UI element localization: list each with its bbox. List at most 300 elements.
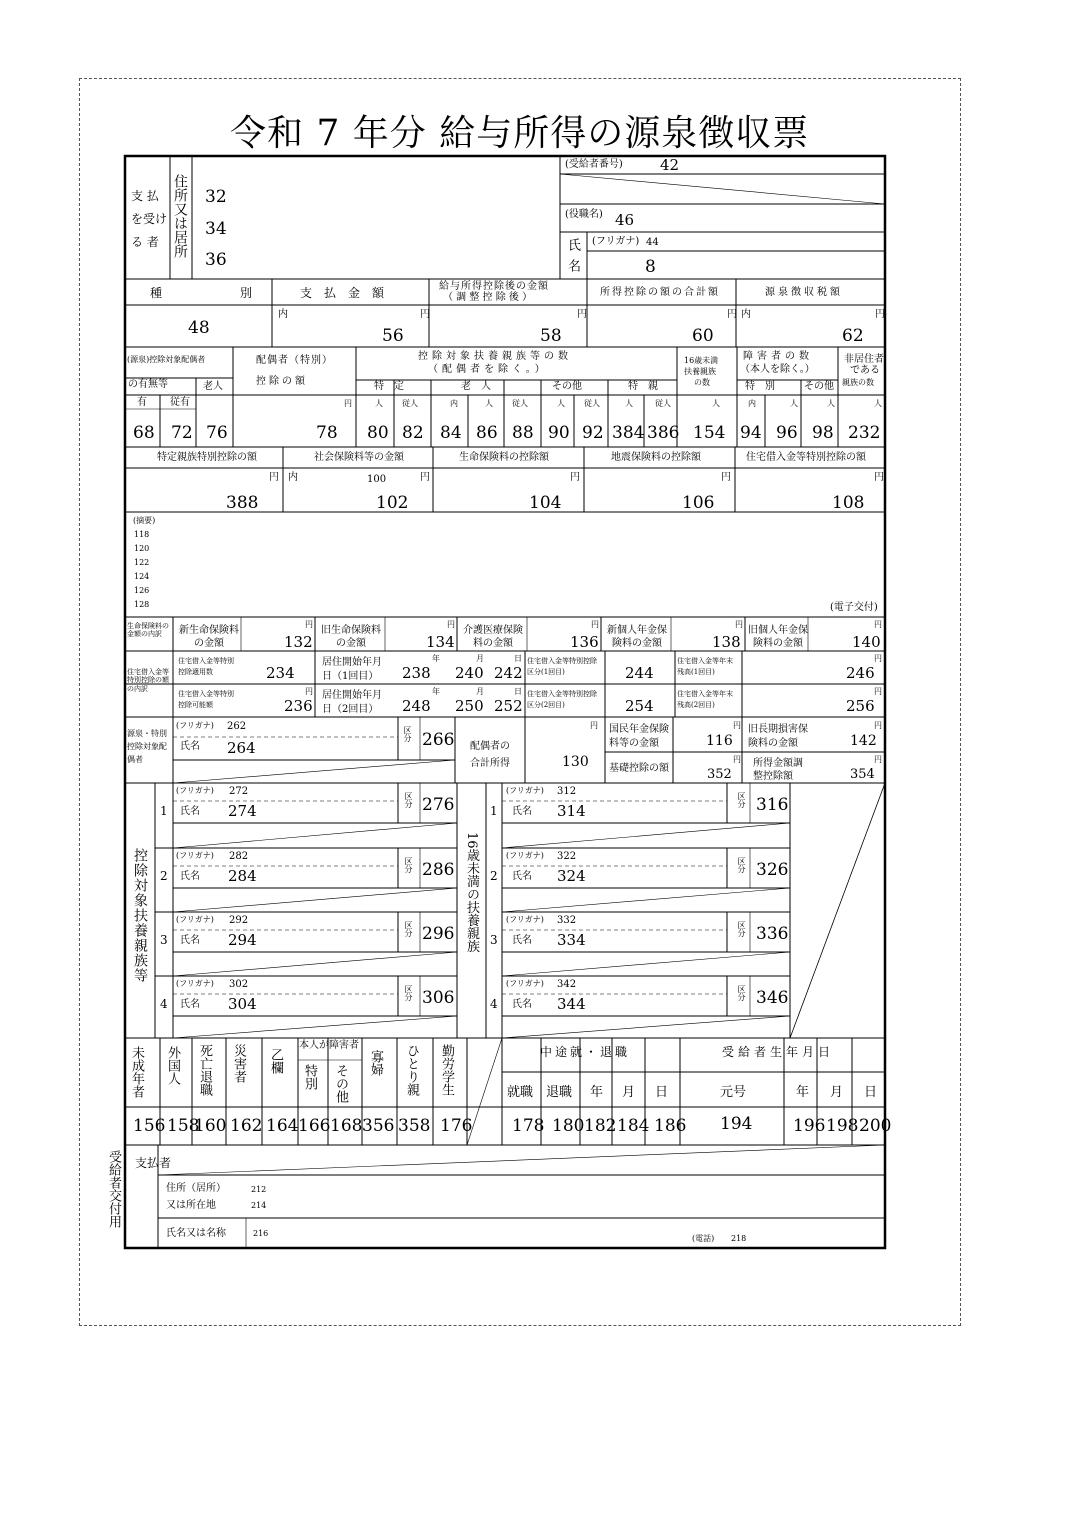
housing-y2: 248 [402,697,431,715]
ins-yen-5: 円 [874,472,884,483]
housing-balance2-label: 住宅借入金等年末残高(2回目) [677,690,733,709]
status-label-5: 乙欄 [268,1048,283,1074]
birth-col-4: 日 [864,1085,878,1100]
under16-furigana-label: (フリガナ) [506,979,544,988]
summary-header-total: 所得控除の額の合計額 [600,287,720,298]
ins-header-2: 社会保険料等の金額 [314,452,404,463]
housing-class2: 254 [625,697,654,715]
dependent-kubun-label: 区分 [404,857,413,873]
under16-kubun-label: 区分 [737,792,746,808]
midyear-col-2: 退職 [546,1085,573,1100]
housing-class1-label: 住宅借入金等特別控除区分(1回目) [527,657,597,676]
dependent-no: 4 [160,997,168,1011]
midyear-value-1: 178 [512,1116,545,1136]
housing-applicable-label: 住宅借入金等特別控除適用数 [178,657,234,676]
payment-uchi: 内 [278,309,288,320]
status-label-4: 災害者 [231,1044,246,1083]
under16-no: 3 [490,933,498,947]
under16-kubun-label: 区分 [737,985,746,1001]
payer-phone-label: (電話) [692,1234,715,1243]
life-label-3: 介護医療保険料の金額 [463,625,523,649]
tokutei-juu-value: 82 [402,423,424,443]
dependent-name: 284 [228,867,257,885]
dependent-no: 3 [160,933,168,947]
status-value-9: 358 [398,1116,431,1136]
status-value-5: 164 [266,1116,299,1136]
ins-header-3: 生命保険料の控除額 [459,452,549,463]
spouse-juu-value: 72 [171,423,193,443]
address-line-1: 32 [205,187,227,207]
tokutoku-juunin: 従人 [655,399,671,408]
housing-start2-label: 居住開始年月日（2回目） [322,690,382,715]
ins-value-2: 102 [376,493,409,513]
grid-line [502,888,790,912]
status-value-2: 158 [167,1116,200,1136]
rojin-value: 86 [476,423,498,443]
rojin-juu-value: 88 [512,423,534,443]
dependent-kubun: 286 [422,860,455,880]
spouse-kubun-label: 区分 [403,726,412,742]
juu-ari-label: 従有 [170,397,190,408]
disabled-nin: 人 [790,399,798,408]
grid-line [158,1145,885,1175]
under16-label-1: 16歳未満 [684,356,719,365]
ari-label: 有 [137,397,147,408]
payee-label-3: る 者 [131,235,159,249]
payer-name: 216 [253,1229,269,1238]
remarks-line-4: 124 [134,572,150,581]
ins-value-3: 104 [529,493,562,513]
housing-possible-label: 住宅借入金等特別控除可能額 [178,690,234,709]
dependent-furigana: 272 [229,786,249,797]
housing-m1: 240 [455,664,484,682]
dependent-furigana-label: (フリガナ) [176,915,214,924]
under16-value: 154 [693,423,726,443]
under16-furigana-label: (フリガナ) [506,851,544,860]
housing-tsuki-2: 月 [476,687,484,696]
spouse-name: 264 [227,739,256,757]
status-value-4: 162 [230,1116,263,1136]
tokutoku-label: 特 親 [628,381,658,392]
housing-d2: 252 [494,697,523,715]
life-yen-5: 円 [874,620,882,629]
payer-address-label-1: 住所（居所） [166,1183,226,1194]
dependent-name: 294 [228,931,257,949]
withholding-tax-value: 62 [842,326,864,346]
housing-start1-label: 居住開始年月日（1回目） [322,657,382,682]
payee-label-2: を受け [131,212,168,226]
life-label-1: 新生命保険料の金額 [179,625,239,649]
status-value-1: 156 [133,1116,166,1136]
remarks-line-2: 120 [134,544,150,553]
spouse-label-2: の有無等 [128,379,168,390]
address-label: 住所又は居所 [172,174,188,258]
adjust-yen: 円 [874,755,882,764]
payee-label-1: 支 払 [131,189,159,203]
under16-name: 314 [557,802,586,820]
old-long-yen: 円 [874,721,882,730]
housing-m2: 250 [455,697,484,715]
spouse-row-label: 源泉・特別控除対象配偶者 [127,729,167,764]
basic-value: 352 [707,767,732,782]
dependent-furigana: 282 [229,851,249,862]
dependent-furigana: 292 [229,915,249,926]
birth-label: 受給者生年月日 [722,1045,835,1059]
housing-applicable: 234 [266,664,295,682]
payment-value: 56 [382,326,404,346]
under16-furigana: 312 [557,786,577,797]
dependent-no: 1 [160,804,168,818]
total-deduction-value: 60 [692,326,714,346]
grid-line [502,952,790,976]
dependent-furigana: 302 [229,979,249,990]
ins-yen-4: 円 [721,472,731,483]
tax-uchi: 内 [741,309,751,320]
under16-no: 4 [490,997,498,1011]
under16-no: 2 [490,869,498,883]
under16-furigana: 342 [557,979,577,990]
life-value-1: 132 [284,633,313,651]
payer-phone: 218 [731,1234,747,1243]
status-label-10: 勤労学生 [439,1044,454,1096]
remarks-label: (摘要) [133,516,156,525]
after-yen: 円 [577,309,587,320]
summary-header-tax: 源泉徴収税額 [765,287,843,298]
under16-kubun-label: 区分 [737,921,746,937]
birth-col-1: 元号 [720,1085,747,1100]
life-label-4: 新個人年金保険料の金額 [607,625,667,649]
under16-furigana: 332 [557,915,577,926]
life-value-3: 136 [570,633,599,651]
dependent-name-label: 氏名 [180,999,200,1010]
midyear-col-3: 年 [590,1085,604,1100]
tokutei-value: 80 [367,423,389,443]
housing-yen-2: 円 [874,687,882,696]
housing-balance2: 256 [846,697,875,715]
tokutoku-value: 384 [612,423,645,443]
life-value-4: 138 [712,633,741,651]
position-value: 46 [615,211,635,229]
under16-name-label: 氏名 [512,806,532,817]
dep-count-label-2: （配偶者を除く。） [428,364,549,375]
dep-count-label-1: 控除対象扶養親族等の数 [418,351,572,362]
spouse-ded-label-1: 配偶者（特別） [256,355,333,366]
sonota-nin: 人 [557,399,565,408]
status-value-6: 166 [298,1116,331,1136]
dependent-kubun: 296 [422,924,455,944]
ins-yen-1: 円 [269,472,279,483]
adjust-value: 354 [850,767,875,782]
rojin-uchi-value: 84 [440,423,462,443]
spouse-furigana-label: (フリガナ) [176,721,214,730]
midyear-value-3: 182 [584,1116,617,1136]
status-value-8: 356 [362,1116,395,1136]
housing-hi-1: 日 [514,654,522,663]
payment-yen: 円 [420,309,430,320]
tokutei-label: 特 定 [374,381,404,392]
disabled-label-1: 障害者の数 [743,351,813,362]
life-value-2: 134 [426,633,455,651]
spouse-income: 130 [562,754,589,770]
total-yen: 円 [727,309,737,320]
spouse-ded-yen: 円 [344,399,352,408]
life-yen-2: 円 [447,620,455,629]
spouse-income-label: 配偶者の合計所得 [470,741,510,769]
grid-line [173,952,457,976]
status-label-6: 特別 [302,1064,317,1090]
address-line-2: 34 [205,219,227,239]
under16-kubun: 326 [756,860,789,880]
spouse-ded-label-2: 控除の額 [256,376,308,387]
ins-header-5: 住宅借入金等特別控除の額 [746,452,866,463]
dependent-furigana-label: (フリガナ) [176,786,214,795]
status-value-10: 176 [440,1116,473,1136]
ins-value-4: 106 [682,493,715,513]
housing-nen-1: 年 [432,654,440,663]
under16-kubun: 316 [756,795,789,815]
tokutei-juunin: 従人 [402,399,418,408]
basic-yen: 円 [733,755,741,764]
ins-header-4: 地震保険料の控除額 [611,452,701,463]
under16-furigana-label: (フリガナ) [506,786,544,795]
ins-value-5: 108 [832,493,865,513]
housing-balance1: 246 [846,664,875,682]
spouse-label-1: (源泉)控除対象配偶者 [127,355,206,364]
life-yen-3: 円 [591,620,599,629]
disabled-other-nin: 人 [827,399,835,408]
position-label: (役職名) [565,209,603,220]
midyear-col-5: 日 [655,1085,669,1100]
dependent-kubun-label: 区分 [404,985,413,1001]
midyear-value-2: 180 [552,1116,585,1136]
remarks-line-1: 118 [134,530,150,539]
grid-line [173,888,457,912]
status-label-3: 死亡退職 [197,1044,212,1096]
pension-yen: 円 [733,721,741,730]
disabled-other-label: その他 [804,381,834,392]
under16-nin: 人 [712,399,720,408]
furigana-label: (フリガナ) [592,236,640,247]
housing-nen-2: 年 [432,687,440,696]
status-label-8: 寡婦 [368,1050,383,1076]
spouse-income-yen: 円 [590,721,598,730]
social-uchi-value: 100 [367,474,387,485]
adjust-label: 所得金額調整控除額 [753,758,803,782]
under16-label-3: の数 [694,378,710,387]
nonres-label-3: 親族の数 [842,378,874,387]
disabled-uchi-value: 94 [740,423,762,443]
grid-line [173,1016,457,1038]
sonota-juunin: 従人 [584,399,600,408]
sonota-juu-value: 92 [582,423,604,443]
grid-line [502,1016,790,1038]
spouse-has-value: 68 [133,423,155,443]
dependent-kubun: 306 [422,988,455,1008]
midyear-label: 中途就・退職 [540,1045,631,1059]
spouse-deduction-value: 78 [316,423,338,443]
under16-label-2: 扶養親族 [684,367,716,376]
life-yen-1: 円 [305,620,313,629]
under16-list-label: 16歳未満の扶養親族 [464,832,479,953]
nonresident-value: 232 [848,423,881,443]
nonres-label-2: である [850,365,880,376]
under16-name: 334 [557,931,586,949]
midyear-col-1: 就職 [507,1085,534,1100]
pension-value: 116 [706,733,733,749]
spouse-kubun: 266 [422,730,455,750]
rojin-nin: 人 [485,399,493,408]
dependents-list-label: 控除対象扶養親族等 [132,848,148,983]
housing-class1: 244 [625,664,654,682]
payer-address-label-2: 又は所在地 [166,1200,216,1211]
midyear-col-4: 月 [622,1085,636,1100]
pension-label: 国民年金保険料等の金額 [609,724,669,749]
remarks-line-3: 122 [134,558,150,567]
name-label: 氏名 [565,238,580,280]
nonres-label-1: 非居住者 [844,354,884,365]
kind-value: 48 [188,318,210,338]
tokutei-nin: 人 [375,399,383,408]
status-value-7: 168 [330,1116,363,1136]
recipient-no: 42 [660,156,680,174]
tokutoku-nin: 人 [625,399,633,408]
under16-kubun: 336 [756,924,789,944]
under16-furigana: 322 [557,851,577,862]
status-label-9: ひとり親 [404,1044,419,1096]
birth-value-4: 200 [859,1116,892,1136]
rojin-uchi: 内 [450,399,458,408]
midyear-value-4: 184 [617,1116,650,1136]
dependent-name-label: 氏名 [180,935,200,946]
status-label-7: その他 [333,1064,348,1103]
disabled-other-value: 98 [812,423,834,443]
grid-line [173,823,457,848]
dependent-name-label: 氏名 [180,806,200,817]
housing-row-label: 住宅借入金等特別控除の額の内訳 [127,668,169,693]
ins-uchi-2: 内 [288,472,298,483]
payer-address-1: 212 [251,1185,267,1194]
dependent-furigana-label: (フリガナ) [176,851,214,860]
dependent-furigana-label: (フリガナ) [176,979,214,988]
basic-label: 基礎控除の額 [609,763,669,774]
disabled-special-label: 特 別 [745,381,775,392]
summary-header-after1: 給与所得控除後の金額 [439,281,549,292]
housing-hi-2: 日 [514,687,522,696]
tokutoku-juu-value: 386 [647,423,680,443]
summary-header-kind: 種 別 [150,286,259,300]
remarks-line-6: 128 [134,600,150,609]
dependent-name: 274 [228,802,257,820]
payer-name-label: 氏名又は名称 [166,1228,226,1239]
housing-yen-possible: 円 [305,687,313,696]
disabled-special-value: 96 [776,423,798,443]
recipient-no-label: (受給者番号) [565,159,623,170]
rojin-juunin: 従人 [512,399,528,408]
housing-d1: 242 [494,664,523,682]
birth-value-3: 198 [826,1116,859,1136]
housing-class2-label: 住宅借入金等特別控除区分(2回目) [527,690,597,709]
ins-value-1: 388 [226,493,259,513]
rojin-label: 老 人 [461,381,491,392]
dependent-kubun: 276 [422,795,455,815]
housing-tsuki-1: 月 [476,654,484,663]
life-yen-4: 円 [735,620,743,629]
tax-yen: 円 [875,309,885,320]
address-line-3: 36 [205,250,227,270]
nonres-nin: 人 [874,399,882,408]
status-label-1: 未成年者 [129,1046,144,1098]
under16-kubun: 346 [756,988,789,1008]
status-value-3: 160 [194,1116,227,1136]
under16-name: 344 [557,995,586,1013]
summary-header-payment: 支 払 金 額 [300,286,385,300]
life-value-5: 140 [852,633,881,651]
summary-header-after2: （ 調 整 控 除 後 ） [443,292,533,303]
remarks-line-5: 126 [134,586,150,595]
sonota-label: その他 [552,381,582,392]
disabled-label-2: （本人を除く。） [740,364,815,375]
dependent-kubun-label: 区分 [404,792,413,808]
under16-name: 324 [557,867,586,885]
dependent-kubun-label: 区分 [404,921,413,937]
under16-furigana-label: (フリガナ) [506,915,544,924]
recipient-name: 8 [645,257,656,277]
housing-possible: 236 [284,697,313,715]
status-label-2: 外国人 [165,1046,180,1085]
ins-yen-3: 円 [570,472,580,483]
page-title: 令和 7 年分 給与所得の源泉徴収票 [230,113,810,154]
life-ins-row-label: 生命保険料の金額の内訳 [127,622,169,639]
after-deduction-value: 58 [540,326,562,346]
recipient-copy-label: 受給者交付用 [106,1150,121,1228]
birth-col-2: 年 [796,1085,810,1100]
sonota-value: 90 [548,423,570,443]
old-long-label: 旧長期損害保険料の金額 [748,724,808,749]
disabled-self-label: 本人が障害者 [299,1040,359,1051]
life-label-2: 旧生命保険料の金額 [321,625,381,649]
furigana-value: 44 [646,237,659,248]
life-label-5: 旧個人年金保険料の金額 [748,625,808,649]
dependent-name: 304 [228,995,257,1013]
old-long-value: 142 [850,733,877,749]
birth-value-2: 196 [793,1116,826,1136]
elderly-label: 老人 [203,381,223,392]
spouse-name-label: 氏名 [180,741,200,752]
midyear-value-5: 186 [654,1116,687,1136]
dependent-no: 2 [160,869,168,883]
grid-line [502,823,790,848]
electronic-delivery: (電子交付) [830,602,878,613]
payer-label-1: 支払者 [135,1156,172,1170]
housing-yen-1: 円 [874,654,882,663]
ins-header-1: 特定親族特別控除の額 [157,452,257,463]
payer-address-2: 214 [251,1201,267,1210]
under16-name-label: 氏名 [512,999,532,1010]
dependent-name-label: 氏名 [180,871,200,882]
spouse-furigana: 262 [227,721,247,732]
housing-y1: 238 [402,664,431,682]
under16-name-label: 氏名 [512,935,532,946]
housing-balance1-label: 住宅借入金等年末残高(1回目) [677,657,733,676]
spouse-elderly-value: 76 [206,423,228,443]
disabled-uchi: 内 [748,399,756,408]
under16-kubun-label: 区分 [737,857,746,873]
under16-name-label: 氏名 [512,871,532,882]
ins-yen-2: 円 [420,472,430,483]
birth-col-3: 月 [830,1085,844,1100]
under16-no: 1 [490,804,498,818]
birth-value-1: 194 [720,1114,753,1134]
